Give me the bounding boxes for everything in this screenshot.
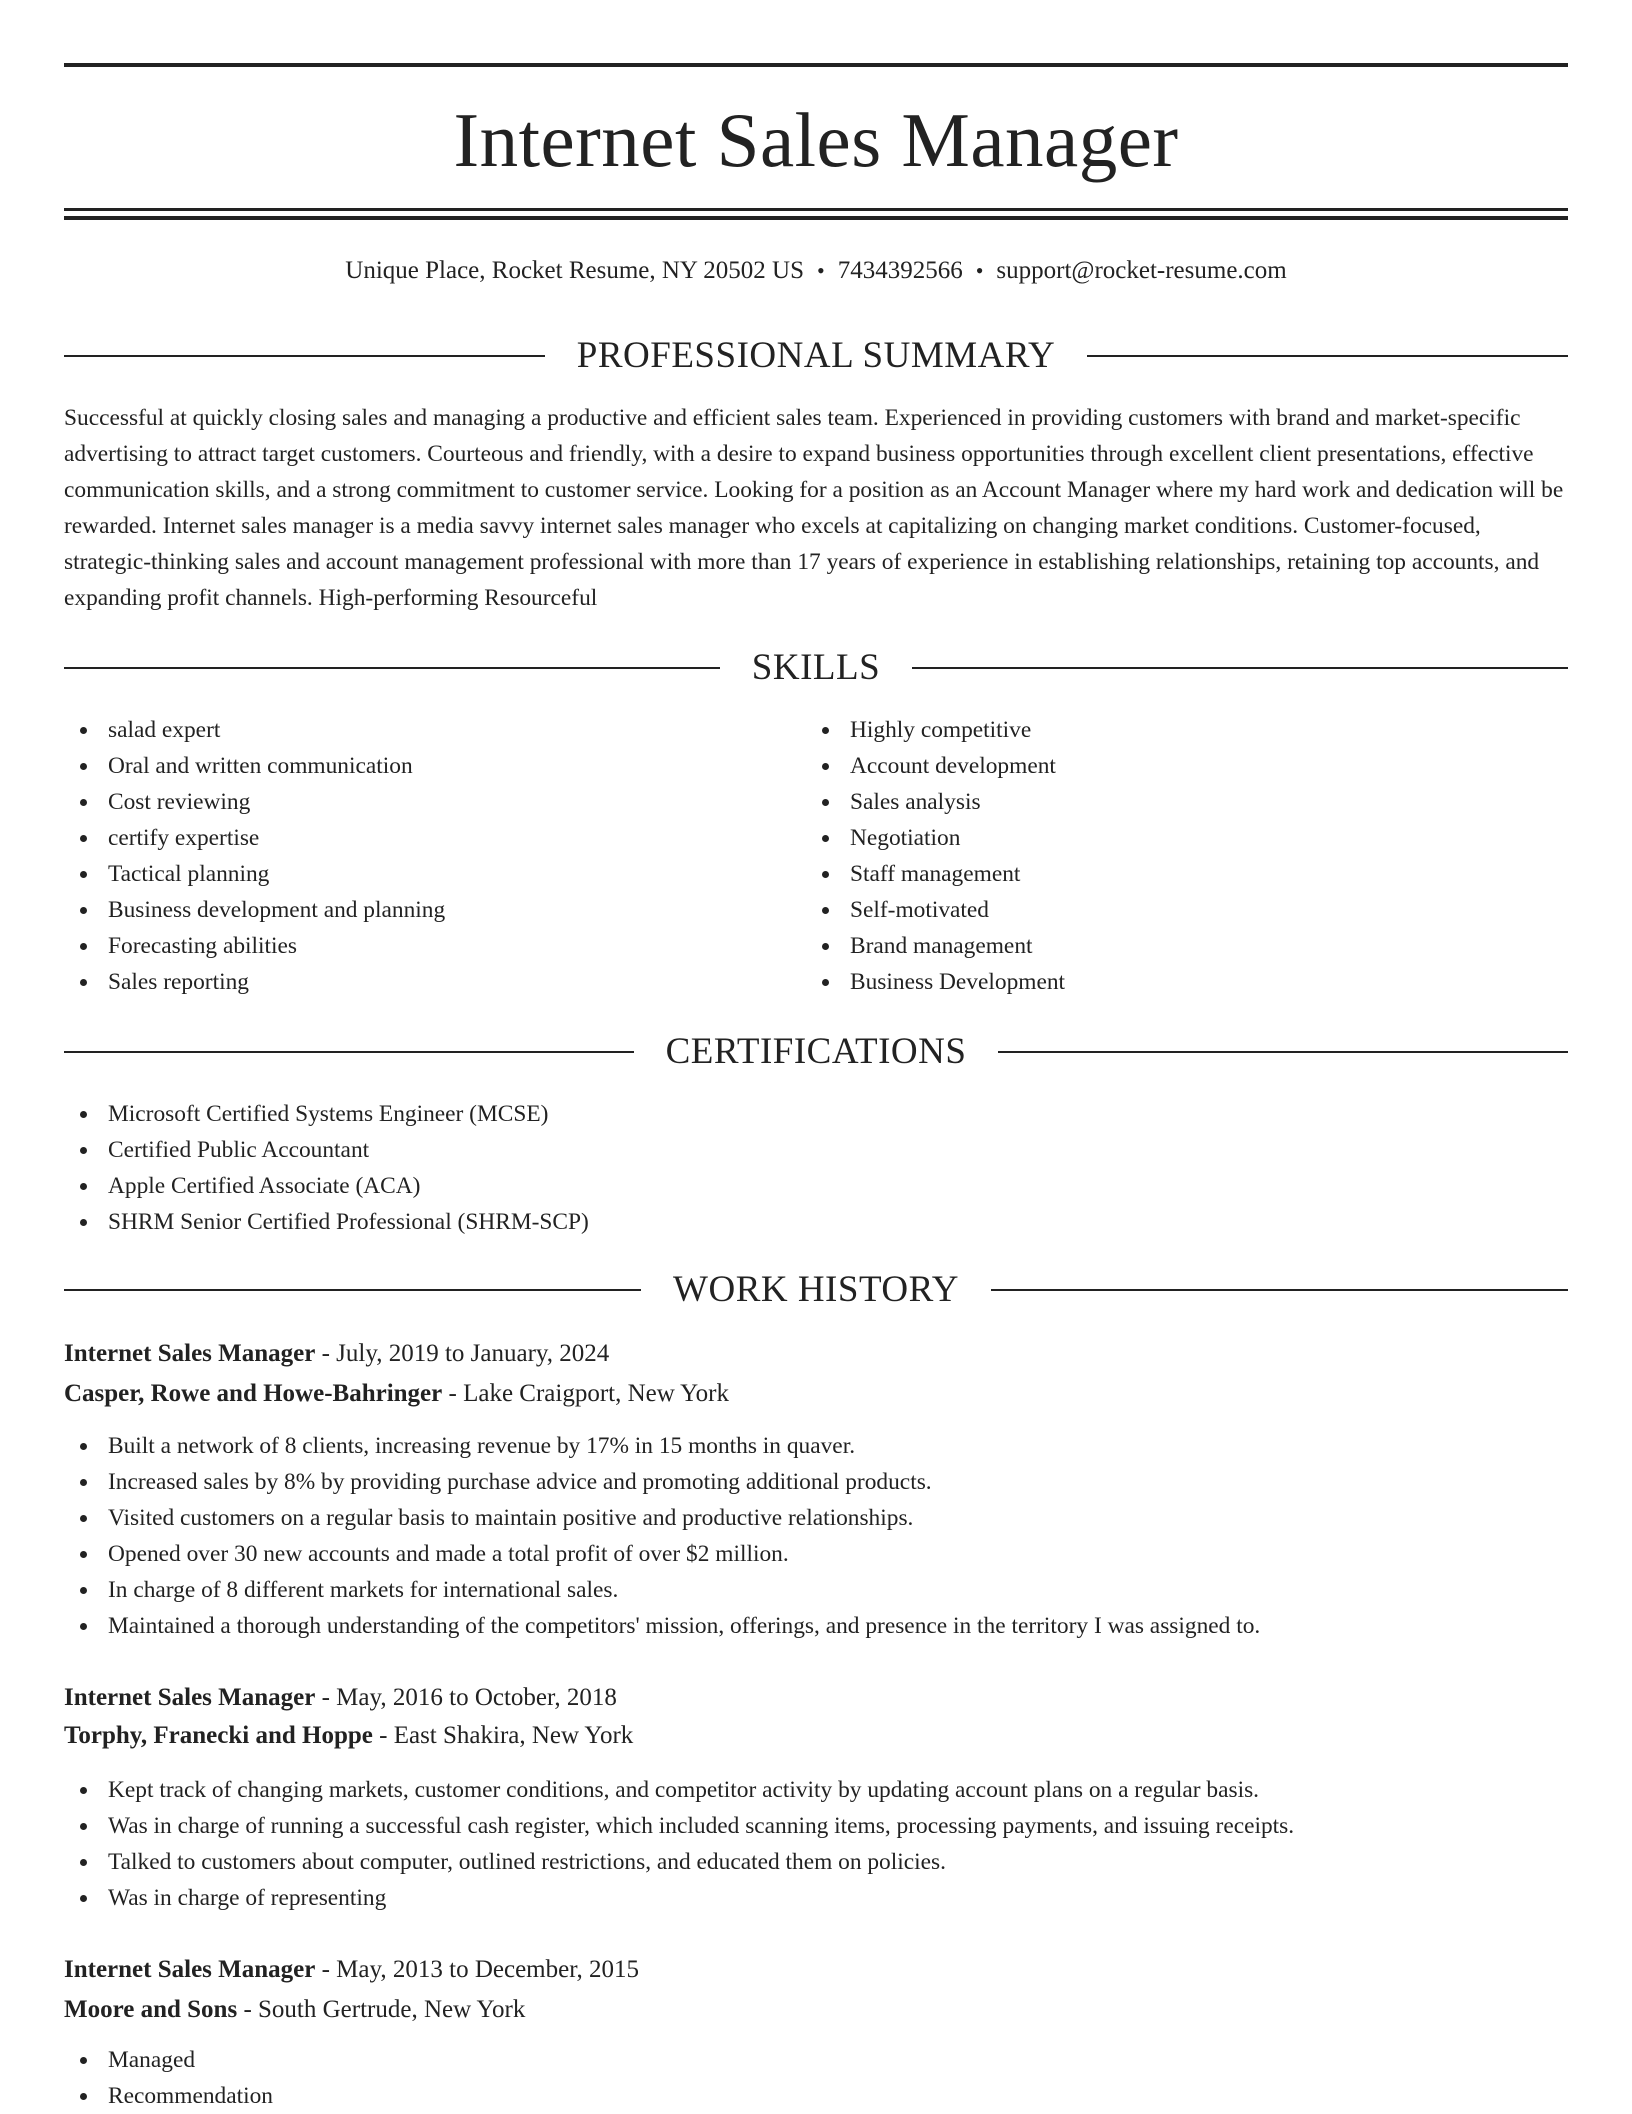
list-item: Forecasting abilities — [64, 928, 804, 964]
job-company: Moore and Sons — [64, 1996, 238, 2023]
job-title-line — [64, 1680, 1568, 1716]
list-item: Staff management — [806, 856, 1566, 892]
section-title: WORK HISTORY — [673, 1269, 959, 1310]
list-item: Certified Public Accountant — [64, 1132, 589, 1168]
list-item: Cost reviewing — [64, 784, 804, 820]
list-item: Increased sales by 8% by providing purchase advice and promoting additional products. — [64, 1464, 1568, 1500]
job-company-line — [64, 1376, 1568, 1412]
list-item: Visited customers on a regular basis to maintain positive and productive relationships. — [64, 1500, 1568, 1536]
section-rule-left — [64, 1051, 634, 1053]
list-item: Managed — [64, 2042, 1568, 2078]
contact-separator: • — [817, 258, 825, 283]
section-rule-right — [1087, 355, 1568, 357]
header-rule-lower — [64, 216, 1568, 220]
contact-address: Unique Place, Rocket Resume, NY 20502 US — [345, 257, 805, 284]
list-item: Negotiation — [806, 820, 1566, 856]
list-item: Sales reporting — [64, 964, 804, 1000]
job-bullets — [64, 1772, 1568, 1916]
section-rule-right — [912, 667, 1568, 669]
job-title: Internet Sales Manager — [64, 1340, 316, 1367]
list-item: Tactical planning — [64, 856, 804, 892]
header-rule-upper — [64, 208, 1568, 211]
section-title: PROFESSIONAL SUMMARY — [576, 335, 1056, 376]
job-company-line — [64, 1992, 1568, 2028]
contact-line — [64, 254, 1568, 288]
section-title: SKILLS — [751, 647, 881, 688]
section-rule-right — [998, 1051, 1568, 1053]
job-title-line — [64, 1336, 1568, 1372]
list-item: SHRM Senior Certified Professional (SHRM-SCP) — [64, 1204, 589, 1240]
job-company-line — [64, 1718, 1568, 1754]
list-item: Business Development — [806, 964, 1566, 1000]
job-dates: - July, 2019 to January, 2024 — [315, 1340, 610, 1367]
job-company: Torphy, Franecki and Hoppe — [64, 1722, 373, 1749]
job-title: Internet Sales Manager — [64, 1684, 316, 1711]
list-item: Sales analysis — [806, 784, 1566, 820]
job-dates: - May, 2013 to December, 2015 — [315, 1956, 640, 1983]
list-item: Brand management — [806, 928, 1566, 964]
list-item: salad expert — [64, 712, 804, 748]
contact-separator: • — [975, 258, 984, 283]
list-item: Kept track of changing markets, customer conditions, and competitor activity by updating account plans on a regular basis. — [64, 1772, 1568, 1808]
list-item: Microsoft Certified Systems Engineer (MCSE) — [64, 1096, 589, 1132]
section-heading-work-history — [64, 1268, 1568, 1312]
list-item: Account development — [806, 748, 1566, 784]
list-item: Was in charge of representing — [64, 1880, 1568, 1916]
job-bullets — [64, 1428, 1568, 1644]
section-heading-summary — [64, 334, 1568, 378]
list-item: certify expertise — [64, 820, 804, 856]
section-rule-left — [64, 355, 545, 357]
job-company: Casper, Rowe and Howe-Bahringer — [64, 1380, 443, 1407]
job-title: Internet Sales Manager — [64, 1956, 316, 1983]
list-item: Opened over 30 new accounts and made a total profit of over $2 million. — [64, 1536, 1568, 1572]
skills-list-left — [64, 712, 804, 1000]
list-item: In charge of 8 different markets for international sales. — [64, 1572, 1568, 1608]
list-item: Recommendation — [64, 2078, 1568, 2114]
section-title: CERTIFICATIONS — [665, 1031, 967, 1072]
list-item: Self-motivated — [806, 892, 1566, 928]
list-item: Oral and written communication — [64, 748, 804, 784]
list-item: Talked to customers about computer, outlined restrictions, and educated them on policies. — [64, 1844, 1568, 1880]
section-heading-certifications — [64, 1030, 1568, 1074]
list-item: Was in charge of running a successful cash register, which included scanning items, processing payments, and issuing receipts. — [64, 1808, 1568, 1844]
certifications-list — [64, 1096, 589, 1240]
contact-email: support@rocket-resume.com — [996, 257, 1287, 284]
list-item: Business development and planning — [64, 892, 804, 928]
list-item: Apple Certified Associate (ACA) — [64, 1168, 589, 1204]
job-bullets — [64, 2042, 1568, 2114]
list-item: Highly competitive — [806, 712, 1566, 748]
skills-list-right — [806, 712, 1566, 1000]
list-item: Built a network of 8 clients, increasing revenue by 17% in 15 months in quaver. — [64, 1428, 1568, 1464]
list-item: Maintained a thorough understanding of the competitors' mission, offerings, and presence in the territory I was assigned to. — [64, 1608, 1568, 1644]
section-heading-skills — [64, 646, 1568, 690]
section-rule-left — [64, 667, 720, 669]
job-location: - Lake Craigport, New York — [442, 1380, 730, 1407]
job-dates: - May, 2016 to October, 2018 — [315, 1684, 617, 1711]
header-top-rule — [64, 63, 1568, 67]
job-location: - East Shakira, New York — [372, 1722, 634, 1749]
job-location: - South Gertrude, New York — [237, 1996, 526, 2023]
contact-phone: 7434392566 — [837, 257, 963, 284]
summary-text: Successful at quickly closing sales and managing a productive and efficient sales team. Experienced in providing customers with brand and market-specific advertising to attract target customers. Courteous and friendly, with a desire to expand business opportunities through excellent client presentations, effective communication skills, and a strong commitment to customer service. Looking for a position as an Account Manager where my hard work and dedication will be rewarded. Internet sales manager is a media savvy internet sales manager who excels at capitalizing on changing market conditions. Customer-focused, strategic-thinking sales and account management professional with more than 17 years of experience in establishing relationships, retaining top accounts, and expanding profit channels. High-performing Resourceful — [64, 405, 1564, 611]
section-rule-right — [991, 1289, 1568, 1291]
job-title-line — [64, 1952, 1568, 1988]
section-rule-left — [64, 1289, 641, 1291]
resume-name: Internet Sales Manager — [453, 97, 1179, 183]
